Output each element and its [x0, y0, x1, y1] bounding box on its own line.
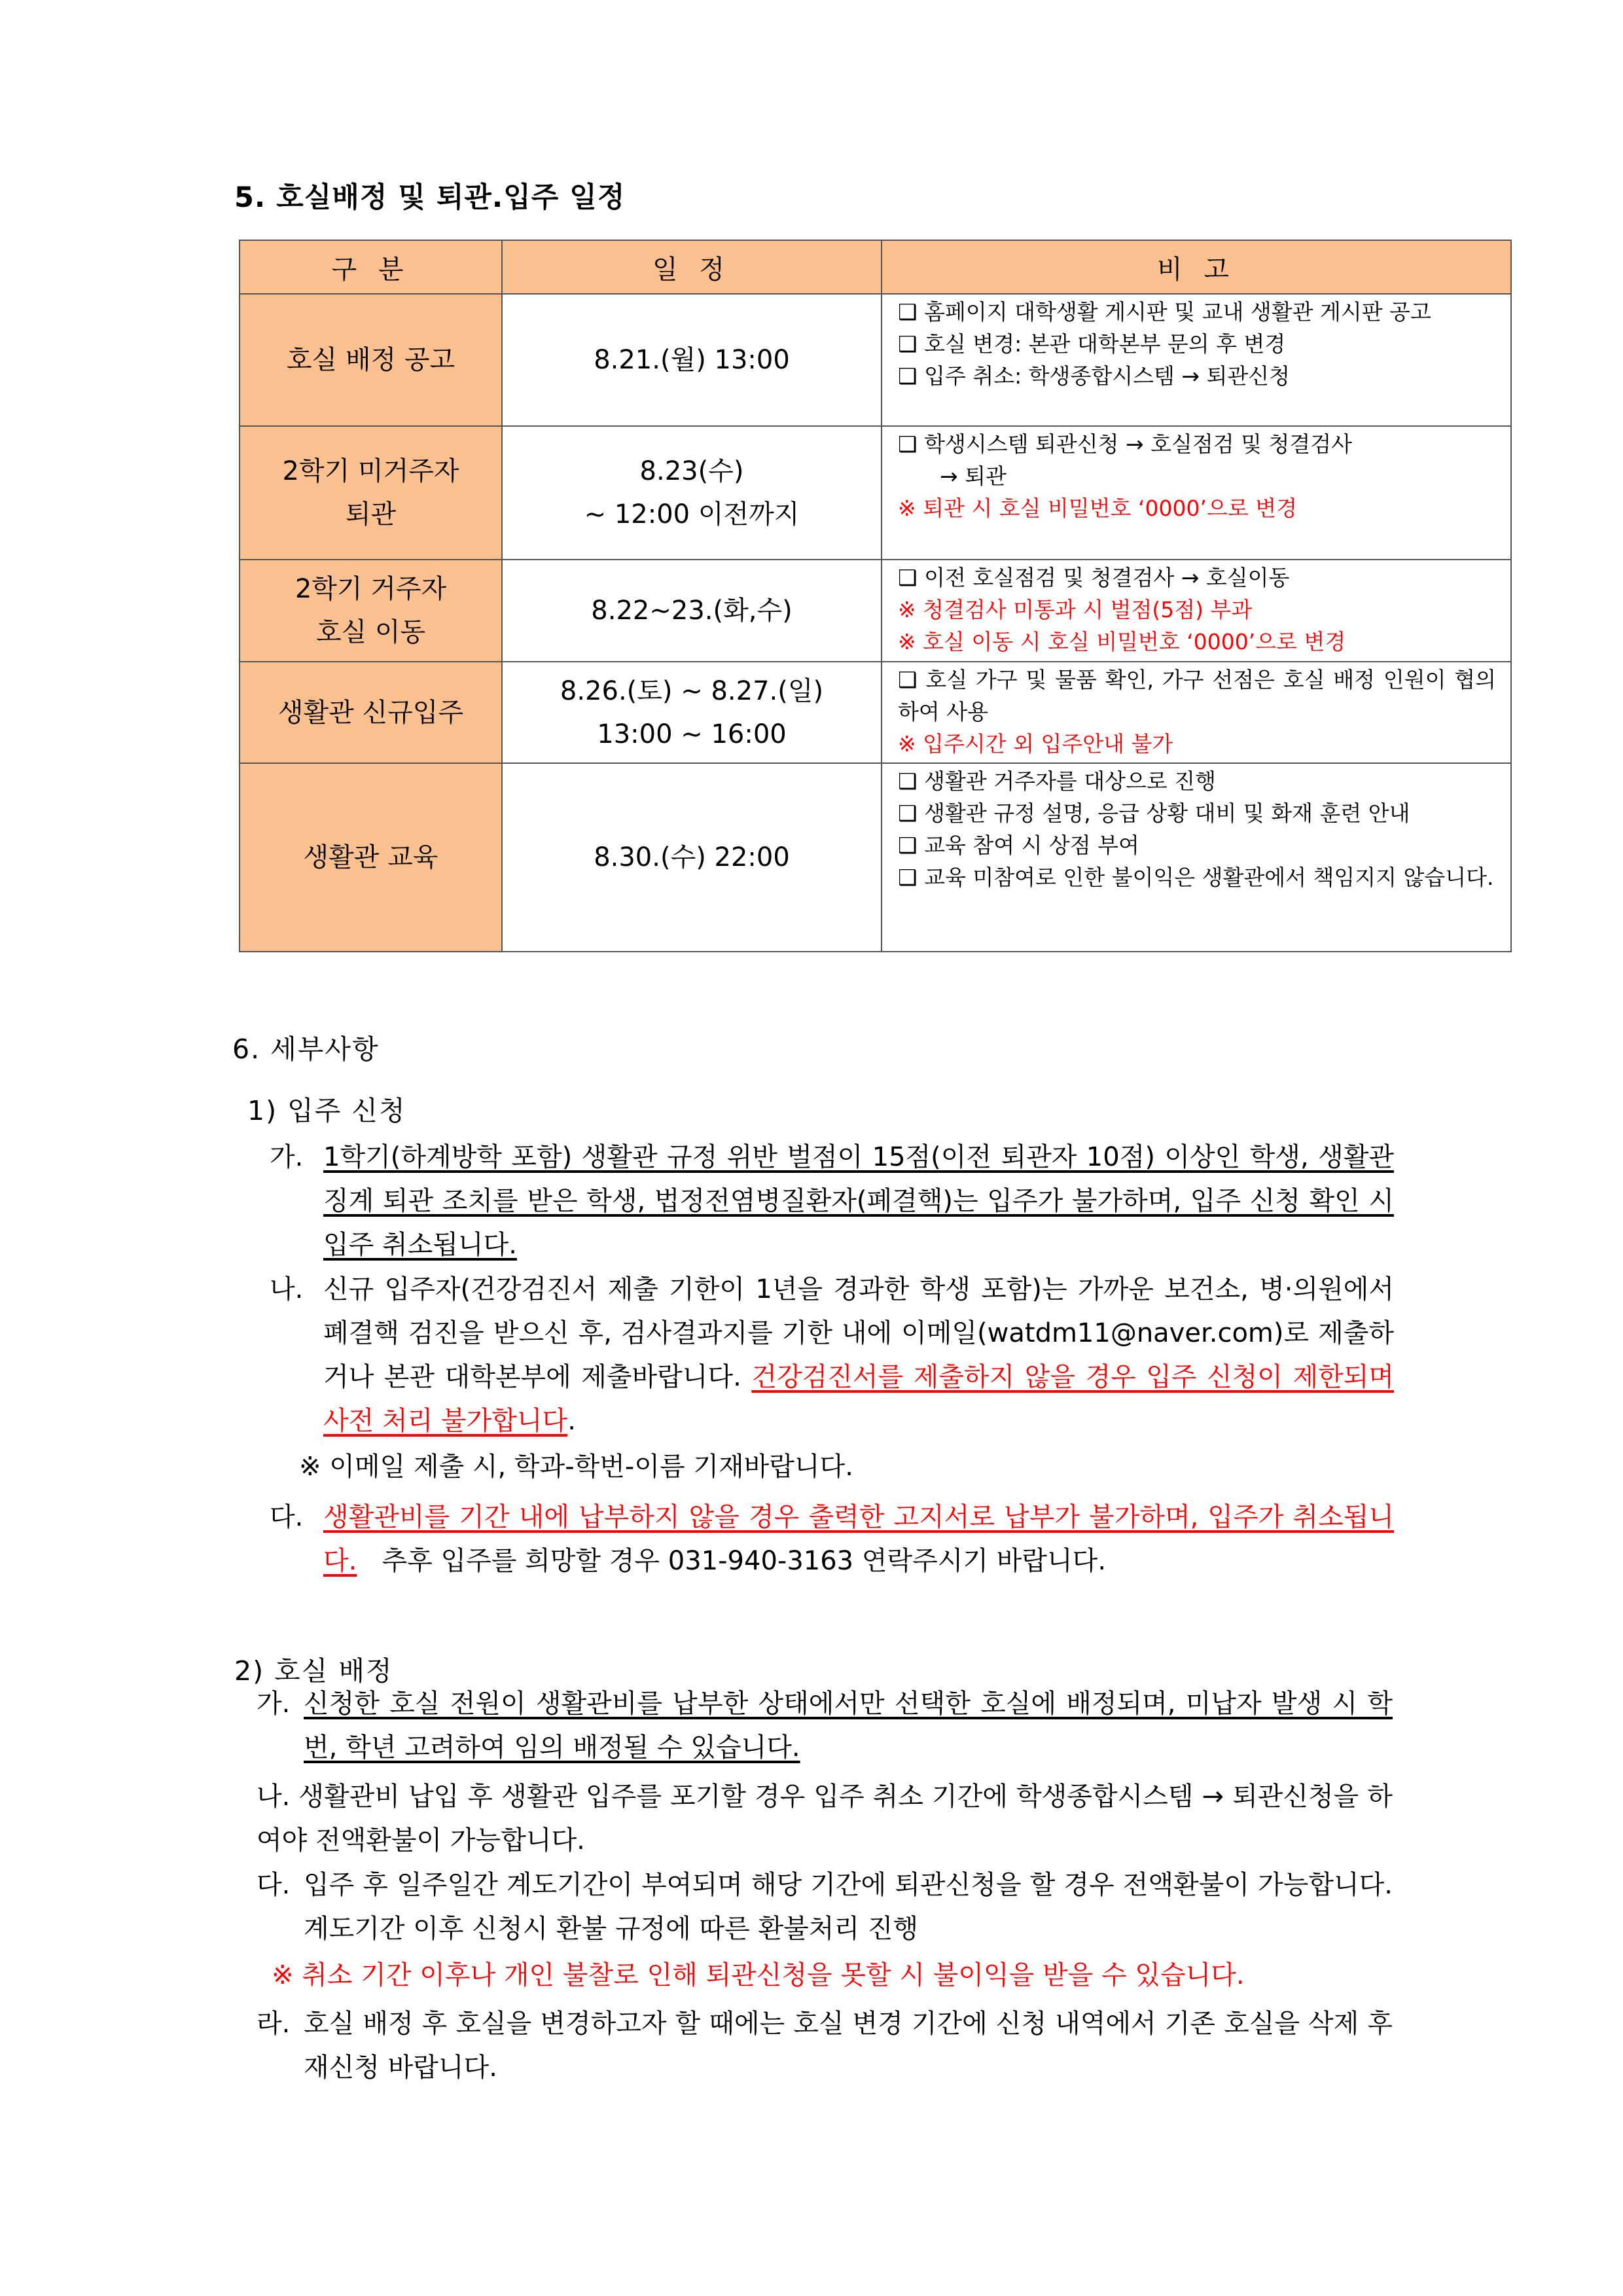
item-label: 다.	[270, 1502, 304, 1532]
item-label: 나.	[270, 1274, 304, 1304]
category-line: 호실 배정 공고	[286, 345, 455, 375]
item-warning-text: 생활관비를 기간 내에 납부하지 않을 경우 출력한 고지서로 납부가 불가하며, 입주가 취소됩니다.	[323, 1502, 1394, 1576]
schedule-category-cell	[240, 662, 502, 763]
category-line: 생활관 교육	[303, 842, 438, 872]
note-line: ❑ 홈페이지 대학생활 게시판 및 교내 생활관 게시판 공고	[898, 299, 1431, 325]
date-line: ~ 12:00 이전까지	[584, 499, 800, 529]
note-warning-line: ※ 퇴관 시 호실 비밀번호 ‘0000’으로 변경	[898, 495, 1297, 521]
email-note: ※ 이메일 제출 시, 학과-학번-이름 기재바랍니다.	[299, 1452, 853, 1482]
schedule-row	[240, 763, 1511, 952]
header-note: 비 고	[882, 240, 1511, 294]
note-line: ❑ 학생시스템 퇴관신청 → 호실점검 및 청결검사	[898, 431, 1352, 457]
category-line: 생활관 신규입주	[277, 697, 464, 728]
item-text-wrap	[323, 1268, 1394, 1443]
item-text: 입주 후 일주일간 계도기간이 부여되며 해당 기간에 퇴관신청을 할 경우 전액환불이 가능합니다. 계도기간 이후 신청시 환불 규정에 따른 환불처리 진행	[304, 1870, 1393, 1944]
date-line: 13:00 ~ 16:00	[597, 719, 787, 749]
item-label: 나.	[257, 1782, 291, 1812]
note-line: ❑ 입주 취소: 학생종합시스템 → 퇴관신청	[898, 363, 1290, 389]
item-text: 1학기(하계방학 포함) 생활관 규정 위반 벌점이 15점(이전 퇴관자 10점) 이상인 학생, 생활관 징계 퇴관 조치를 받은 학생, 법정전염병질환자(폐결핵)는 입주가 불가하며, 입주 신청 확인 시 입주 취소됩니다.	[323, 1142, 1394, 1260]
category-line: 2학기 거주자	[294, 574, 447, 604]
date-line: 8.21.(월) 13:00	[594, 345, 790, 375]
schedule-note-cell	[882, 294, 1511, 426]
date-line: 8.23(수)	[639, 456, 744, 486]
schedule-row	[240, 560, 1511, 662]
note-line: → 퇴관	[940, 463, 1007, 489]
schedule-note-cell	[882, 560, 1511, 662]
room-item-ga	[257, 1682, 1393, 1770]
date-line: 8.26.(토) ~ 8.27.(일)	[560, 675, 824, 706]
room-item-ra	[257, 2002, 1393, 2090]
schedule-row	[240, 662, 1511, 763]
schedule-note-cell	[882, 763, 1511, 952]
item-label: 가.	[270, 1142, 304, 1172]
item-text: 추후 입주를 희망할 경우 031-940-3163 연락주시기 바랍니다.	[382, 1546, 1107, 1576]
header-date: 일 정	[502, 240, 882, 294]
note-line: ❑ 호실 가구 및 물품 확인, 가구 선점은 호실 배정 인원이 협의하여 사용	[898, 667, 1496, 725]
date-line: 8.22~23.(화,수)	[591, 596, 793, 626]
item-label: 다.	[257, 1870, 291, 1900]
item-label: 라.	[257, 2009, 291, 2039]
application-item-ga	[270, 1136, 1394, 1267]
schedule-category-cell	[240, 763, 502, 952]
subsection-1-title: 1) 입주 신청	[247, 1095, 406, 1126]
section-5-title: 5. 호실배정 및 퇴관.입주 일정	[234, 181, 626, 214]
schedule-table	[239, 240, 1512, 952]
schedule-row	[240, 426, 1511, 560]
schedule-date-cell	[502, 426, 882, 560]
schedule-category-cell	[240, 294, 502, 426]
cancellation-warning-note: ※ 취소 기간 이후나 개인 불찰로 인해 퇴관신청을 못할 시 불이익을 받을 수 있습니다.	[272, 1960, 1245, 1990]
date-line: 8.30.(수) 22:00	[594, 842, 790, 872]
category-line: 2학기 미거주자	[282, 456, 459, 486]
application-item-da	[270, 1496, 1394, 1583]
note-line: ❑ 생활관 규정 설명, 응급 상황 대비 및 화재 훈련 안내	[898, 800, 1410, 826]
schedule-date-cell	[502, 294, 882, 426]
schedule-date-cell	[502, 763, 882, 952]
item-text-wrap	[323, 1496, 1394, 1583]
note-warning-line: ※ 호실 이동 시 호실 비밀번호 ‘0000’으로 변경	[898, 629, 1346, 655]
item-label: 가.	[257, 1689, 291, 1719]
item-warning-text: 건강검진서를 제출하지 않을 경우 입주 신청이 제한되며 사전 처리 불가합니다	[323, 1362, 1394, 1436]
note-line: ❑ 생활관 거주자를 대상으로 진행	[898, 768, 1216, 794]
room-item-na	[257, 1775, 1393, 1863]
header-category: 구 분	[240, 240, 502, 294]
category-line: 호실 이동	[315, 617, 426, 647]
schedule-category-cell	[240, 560, 502, 662]
schedule-note-cell	[882, 426, 1511, 560]
note-warning-line: ※ 청결검사 미통과 시 벌점(5점) 부과	[898, 597, 1253, 622]
item-text-end: .	[567, 1406, 576, 1436]
subsection-2-title: 2) 호실 배정	[234, 1655, 393, 1687]
note-line: ❑ 이전 호실점검 및 청결검사 → 호실이동	[898, 565, 1290, 590]
section-6-title: 6. 세부사항	[232, 1033, 380, 1065]
schedule-header-row	[240, 240, 1511, 294]
item-text: 신규 입주자(건강검진서 제출 기한이 1년을 경과한 학생 포함)는 가까운 보건소, 병·의원에서 폐결핵 검진을 받으신 후, 검사결과지를 기한 내에 이메일(watdm11@naver.com)로 제출하거나 본관 대학본부에 제출바랍니다.	[323, 1274, 1394, 1392]
item-text: 생활관비 납입 후 생활관 입주를 포기할 경우 입주 취소 기간에 학생종합시스템 → 퇴관신청을 하여야 전액환불이 가능합니다.	[257, 1782, 1393, 1856]
note-line: ❑ 호실 변경: 본관 대학본부 문의 후 변경	[898, 331, 1286, 357]
item-text: 신청한 호실 전원이 생활관비를 납부한 상태에서만 선택한 호실에 배정되며, 미납자 발생 시 학번, 학년 고려하여 임의 배정될 수 있습니다.	[304, 1689, 1393, 1763]
category-line: 퇴관	[345, 499, 397, 529]
application-item-na	[270, 1268, 1394, 1443]
note-line: ❑ 교육 참여 시 상점 부여	[898, 833, 1139, 858]
note-line: ❑ 교육 미참여로 인한 불이익은 생활관에서 책임지지 않습니다.	[898, 865, 1494, 890]
schedule-note-cell	[882, 662, 1511, 763]
schedule-date-cell	[502, 560, 882, 662]
room-item-da	[257, 1863, 1393, 1951]
note-warning-line: ※ 입주시간 외 입주안내 불가	[898, 731, 1173, 757]
schedule-date-cell	[502, 662, 882, 763]
schedule-row	[240, 294, 1511, 426]
schedule-category-cell	[240, 426, 502, 560]
item-text: 호실 배정 후 호실을 변경하고자 할 때에는 호실 변경 기간에 신청 내역에서 기존 호실을 삭제 후 재신청 바랍니다.	[304, 2009, 1393, 2083]
